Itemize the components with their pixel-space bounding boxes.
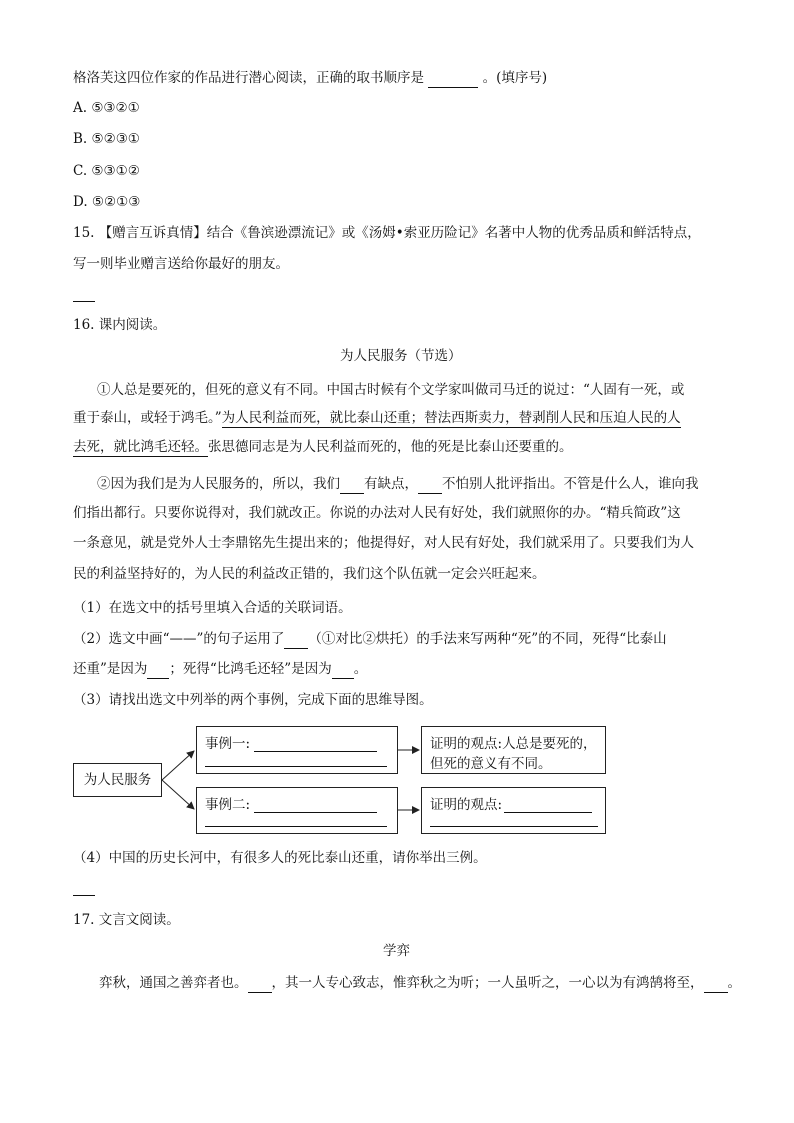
q16-sub4: （4）中国的历史长河中，有很多人的死比泰山还重，请你举出三例。: [73, 850, 487, 866]
q17-blank-2[interactable]: [704, 976, 728, 993]
q16-passage-title: 为人民服务（节选）: [340, 348, 462, 364]
example-two-blank[interactable]: [254, 800, 377, 813]
q14-option-b[interactable]: B. ⑤②③①: [73, 131, 140, 147]
underlined-sentence-end: 去死，就比鸿毛还轻。: [73, 439, 208, 455]
q17-passage-title: 学弈: [383, 943, 410, 959]
q17-blank-1[interactable]: [248, 976, 272, 993]
example-one-blank-2[interactable]: [205, 754, 387, 767]
q16-p1-line3: 去死，就比鸿毛还轻。张思德同志是为人民利益而死的，他的死是比泰山还要重的。: [73, 439, 573, 455]
q16-p2-line1: ②因为我们是为人民服务的，所以，我们 有缺点， 不怕别人批评指出。不管是什么人，谁向我: [97, 476, 699, 492]
q15-line1: 15. 【赠言互诉真情】结合《鲁滨逊漂流记》或《汤姆•索亚历险记》名著中人物的优秀品质和鲜活特点，: [73, 225, 701, 241]
q17-line1: 弈秋，通国之善弈者也。 ，其一人专心致志，惟弈秋之为听；一人虽听之，一心以为有鸿鹄将至， 。: [99, 975, 741, 991]
underlined-sentence: 为人民利益而死，就比泰山还重；替法西斯卖力，替剥削人民和压迫人民的人: [221, 410, 681, 426]
q17-heading: 17. 文言文阅读。: [73, 912, 180, 928]
q15-line2: 写一则毕业赠言送给你最好的朋友。: [73, 256, 289, 272]
viewpoint-two-node: [421, 787, 606, 834]
q16-sub3: （3）请找出选文中列举的两个事例，完成下面的思维导图。: [73, 692, 433, 708]
answer-separator: [73, 895, 95, 896]
q16-sub1: （1）在选文中的括号里填入合适的关联词语。: [73, 600, 352, 616]
example-two-blank-2[interactable]: [205, 814, 387, 827]
q16-sub2-line2: 还重”是因为 ；死得“比鸿毛还轻”是因为 。: [73, 661, 368, 677]
q16-heading: 16. 课内阅读。: [73, 317, 167, 333]
q16-p2-line4: 民的利益坚持好的，为人民的利益改正错的，我们这个队伍就一定会兴旺起来。: [73, 566, 546, 582]
q16-p2-line3: 一条意见，就是党外人士李鼎铭先生提出来的；他提得好，对人民有好处，我们就采用了。只要我们为人: [73, 535, 694, 551]
q14-option-a[interactable]: A. ⑤③②①: [73, 100, 140, 116]
q16-sub2-line1: （2）选文中画“——”的句子运用了 （①对比②烘托）的手法来写两种“死”的不同，死得“比泰山: [73, 631, 667, 647]
q14-option-d[interactable]: D. ⑤②①③: [73, 194, 141, 210]
center-node: 为人民服务: [73, 763, 162, 797]
example-one-label: 事例一:: [205, 736, 251, 752]
q16-p2-line2: 们指出都行。只要你说得对，我们就改正。你说的办法对人民有好处，我们就照你的办。“精兵简政”这: [73, 505, 681, 521]
q16-p1-line2: 重于泰山，或轻于鸿毛。”为人民利益而死，就比泰山还重；替法西斯卖力，替剥削人民和压迫人民的人: [73, 410, 681, 426]
example-one-blank[interactable]: [254, 739, 377, 752]
viewpoint-one-node: 证明的观点:人总是要死的， 但死的意义有不同。: [421, 726, 606, 774]
viewpoint-two-blank-2[interactable]: [430, 814, 598, 827]
viewpoint-two-blank[interactable]: [504, 800, 592, 813]
viewpoint-two-label: 证明的观点:: [430, 797, 503, 813]
example-two-label: 事例二:: [205, 797, 251, 813]
q14-option-c[interactable]: C. ⑤③①②: [73, 163, 140, 179]
viewpoint-one-label: 证明的观点:: [430, 736, 503, 752]
q16-p1-line1: ①人总是要死的，但死的意义有不同。中国古时候有个文学家叫做司马迁的说过：“人固有一死，或: [97, 382, 685, 398]
q14-stem: 格洛芙这四位作家的作品进行潜心阅读，正确的取书顺序是 。(填序号): [73, 70, 548, 86]
example-two-node: [196, 787, 398, 834]
example-one-node: [196, 726, 398, 774]
